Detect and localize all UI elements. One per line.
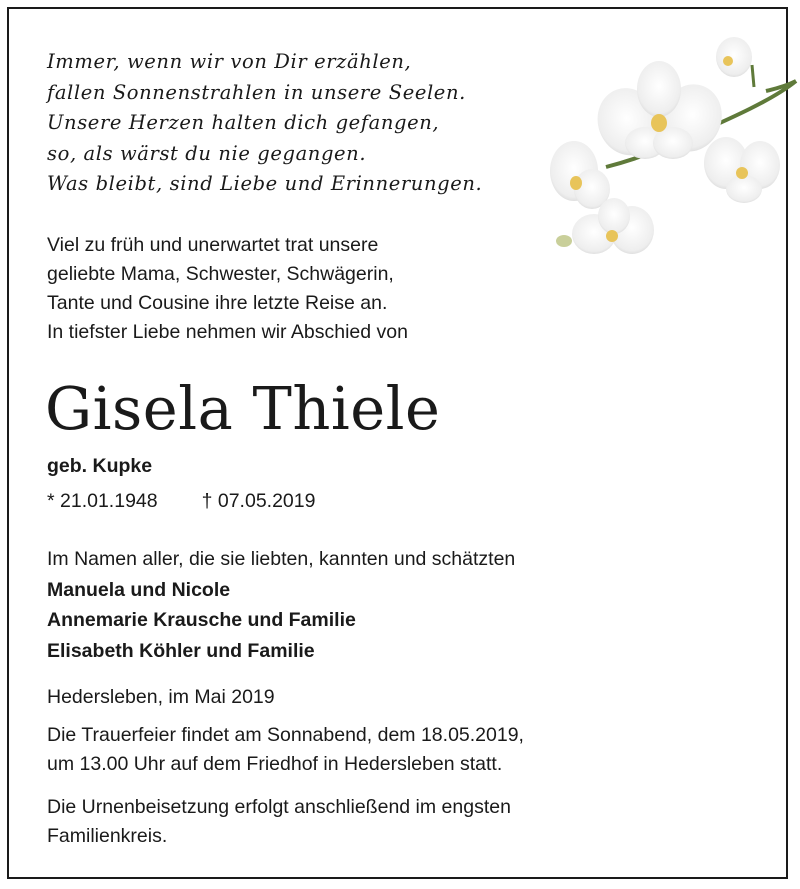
birth-date: * 21.01.1948 — [47, 490, 158, 512]
life-dates — [47, 487, 315, 515]
mourner-family: Annemarie Krausche und Familie — [47, 609, 356, 631]
urn-burial-info — [47, 793, 511, 851]
mourner-family: Manuela und Nicole — [47, 578, 231, 601]
intro-line: In tiefster Liebe nehmen wir Abschied von — [47, 321, 408, 343]
intro-line: Viel zu früh und unerwartet trat unsere — [47, 234, 379, 256]
mourners — [47, 544, 667, 666]
place-date: Hedersleben, im Mai 2019 — [47, 686, 275, 708]
poem-line: Unsere Herzen halten dich gefangen, — [47, 111, 440, 134]
birth-name: geb. Kupke — [47, 455, 153, 477]
urn-line: Familienkreis. — [47, 825, 168, 847]
poem — [47, 47, 567, 200]
poem-line: Immer, wenn wir von Dir erzählen, — [47, 50, 412, 73]
poem-line: so, als wärst du nie gegangen. — [47, 141, 367, 165]
ceremony-info — [47, 721, 524, 779]
ceremony-line: um 13.00 Uhr auf dem Friedhof in Hedersleben statt. — [47, 753, 503, 775]
ceremony-line: Die Trauerfeier findet am Sonnabend, dem 18.05.2019, — [47, 724, 524, 746]
obituary-card — [7, 7, 788, 879]
intro-text — [47, 231, 567, 347]
intro-line: geliebte Mama, Schwester, Schwägerin, — [47, 263, 394, 285]
death-date: † 07.05.2019 — [201, 490, 316, 512]
urn-line: Die Urnenbeisetzung erfolgt anschließend im engsten — [47, 796, 511, 818]
orchid-icon — [534, 29, 799, 279]
poem-line: fallen Sonnenstrahlen in unsere Seelen. — [47, 80, 466, 104]
deceased-name: Gisela Thiele — [45, 374, 441, 443]
mourners-intro: Im Namen aller, die sie liebten, kannten und schätzten — [47, 548, 516, 570]
mourner-family: Elisabeth Köhler und Familie — [47, 639, 315, 662]
intro-line: Tante und Cousine ihre letzte Reise an. — [47, 292, 388, 314]
poem-line: Was bleibt, sind Liebe und Erinnerungen. — [47, 172, 483, 195]
